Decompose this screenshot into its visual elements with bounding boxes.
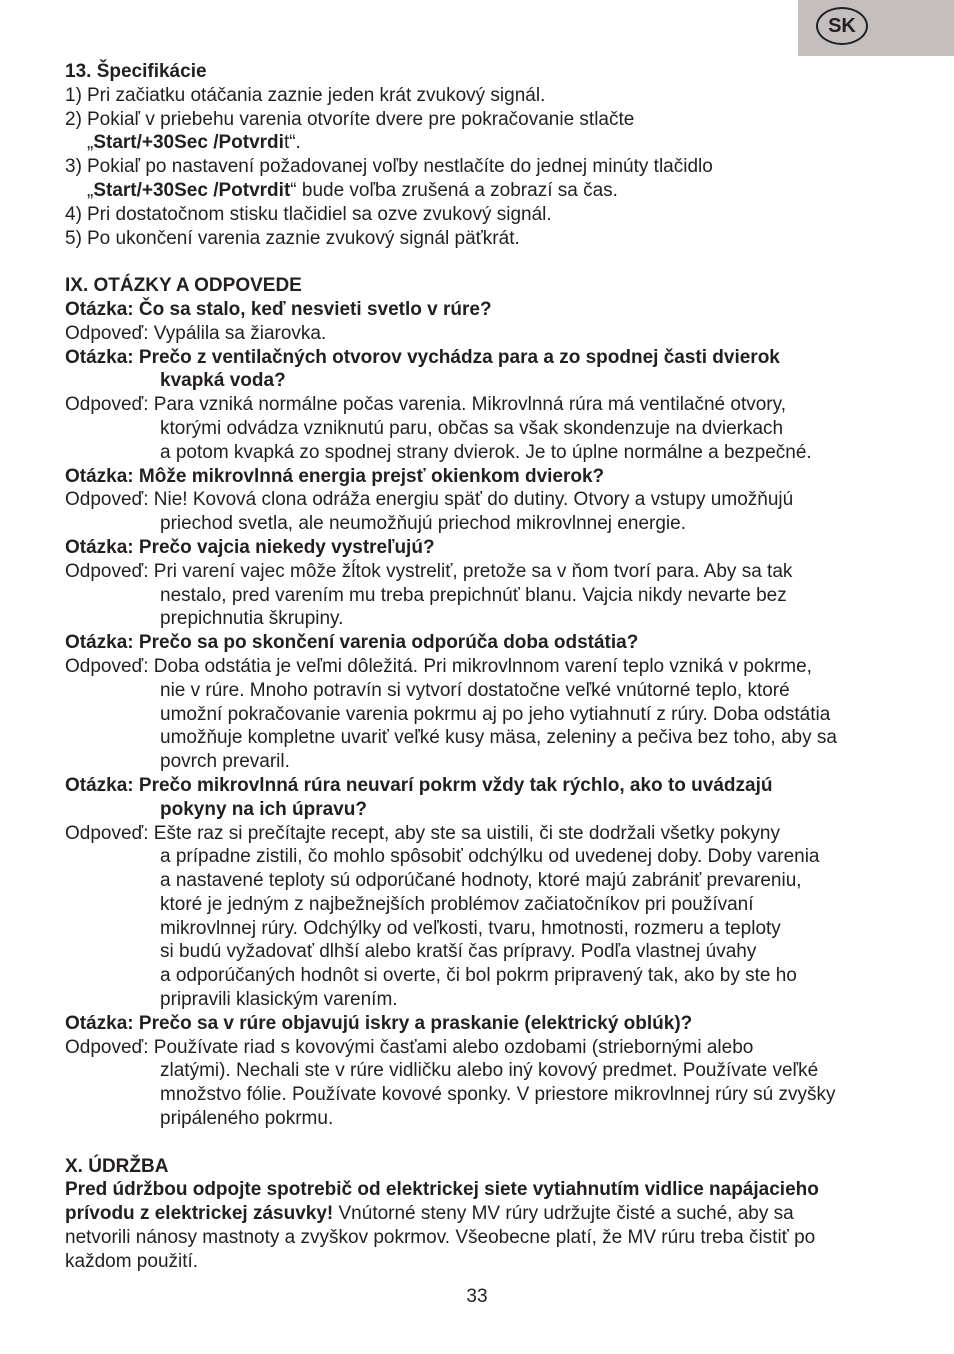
faq-answer: ktoré je jedným z najbežnejších problémov začiatočníkov pri používaní xyxy=(160,893,754,915)
spec-item-continuation: Start/+30Sec /Potvrdi xyxy=(93,132,284,154)
faq-answer: priechod svetla, ale neumožňujú priechod mikrovlnnej energie. xyxy=(160,513,686,535)
maintenance-line-3: netvorili nánosy mastnoty a zvyškov pokrmov. Všeobecne platí, že MV rúru treba čistiť po xyxy=(65,1227,816,1249)
spec-list xyxy=(65,84,905,251)
spec-item-text: Pokiaľ v priebehu varenia otvoríte dvere pre pokračovanie stlačte xyxy=(87,108,635,130)
faq-answer: ktorými odvádza vzniknutú paru, občas sa však skondenzuje na dvierkach xyxy=(160,417,784,439)
spec-item-text: Po ukončení varenia zaznie zvukový signál päťkrát. xyxy=(87,227,520,249)
faq-answer: pripravili klasickým varením. xyxy=(160,989,398,1011)
faq-list xyxy=(65,298,905,1131)
spec-item-continuation: t“. xyxy=(283,132,301,154)
spec-item-number: 3) xyxy=(65,156,82,178)
faq-answer: prepichnutia škrupiny. xyxy=(160,608,344,630)
faq-answer: a prípadne zistili, čo mohlo spôsobiť odchýlku od uvedenej doby. Doby varenia xyxy=(160,846,820,868)
faq-answer: pripáleného pokrmu. xyxy=(160,1108,334,1130)
spec-item xyxy=(65,155,905,179)
maintenance-line-4: každom použití. xyxy=(65,1250,199,1272)
faq-answer: a potom kvapká zo spodnej strany dvierok. Je to úplne normálne a bezpečné. xyxy=(160,441,812,463)
faq-answer: Odpoveď: Nie! Kovová clona odráža energiu späť do dutiny. Otvory a vstupy umožňujú xyxy=(65,489,794,511)
maintenance-line-2 xyxy=(65,1202,905,1226)
spec-item-continuation: “ bude voľba zrušená a zobrazí sa čas. xyxy=(290,179,618,201)
spec-item-continuation: „ xyxy=(87,132,94,154)
faq-answer: Odpoveď: Vypálila sa žiarovka. xyxy=(65,322,327,344)
faq-question: Otázka: Prečo z ventilačných otvorov vychádza para a zo spodnej časti dvierok xyxy=(65,346,780,368)
spec-item-text: Pokiaľ po nastavení požadovanej voľby nestlačíte do jednej minúty tlačidlo xyxy=(87,156,713,178)
maintenance-text: Vnútorné steny MV rúry udržujte čisté a suché, aby sa xyxy=(333,1203,794,1225)
spec-item xyxy=(65,179,905,203)
faq-answer: umožní pokračovanie varenia pokrmu aj po jeho vytiahnutí z rúry. Doba odstátia xyxy=(160,703,831,725)
language-badge: SK xyxy=(816,7,868,45)
spec-item-text: Pri začiatku otáčania zaznie jeden krát zvukový signál. xyxy=(87,84,546,106)
faq-answer: Odpoveď: Para vzniká normálne počas varenia. Mikrovlnná rúra má ventilačné otvory, xyxy=(65,394,786,416)
faq-question: pokyny na ich úpravu? xyxy=(160,798,367,820)
faq-question: Otázka: Čo sa stalo, keď nesvieti svetlo v rúre? xyxy=(65,298,492,320)
spec-item xyxy=(65,131,905,155)
faq-answer: Odpoveď: Ešte raz si prečítajte recept, aby ste sa uistili, či ste dodržali všetky pokyny xyxy=(65,822,780,844)
faq-answer: Odpoveď: Používate riad s kovovými časťami alebo ozdobami (striebornými alebo xyxy=(65,1036,754,1058)
faq-question: Otázka: Prečo sa v rúre objavujú iskry a praskanie (elektrický oblúk)? xyxy=(65,1012,693,1034)
faq-answer: množstvo fólie. Používate kovové sponky. V priestore mikrovlnnej rúry sú zvyšky xyxy=(160,1084,836,1106)
faq-question: Otázka: Môže mikrovlnná energia prejsť okienkom dvierok? xyxy=(65,465,605,487)
faq-answer: mikrovlnnej rúry. Odchýlky od veľkosti, tvaru, hmotnosti, rozmeru a teploty xyxy=(160,917,781,939)
faq-question: kvapká voda? xyxy=(160,370,286,392)
language-tab xyxy=(798,0,954,56)
faq-answer: Odpoveď: Pri varení vajec môže žĺtok vystreliť, pretože sa v ňom tvorí para. Aby sa tak xyxy=(65,560,793,582)
spec-item-number: 5) xyxy=(65,227,82,249)
maintenance-warning-end: prívodu z elektrickej zásuvky! xyxy=(65,1203,334,1225)
spec-item-continuation: Start/+30Sec /Potvrdit xyxy=(93,179,291,201)
spec-item xyxy=(65,203,905,227)
faq-question: Otázka: Prečo mikrovlnná rúra neuvarí pokrm vždy tak rýchlo, ako to uvádzajú xyxy=(65,774,773,796)
faq-answer: povrch prevaril. xyxy=(160,751,290,773)
faq-answer: a nastavené teploty sú odporúčané hodnoty, ktoré majú zabrániť prevareniu, xyxy=(160,870,802,892)
faq-heading: IX. OTÁZKY A ODPOVEDE xyxy=(65,275,302,297)
spec-item-number: 4) xyxy=(65,203,82,225)
faq-answer: Odpoveď: Doba odstátia je veľmi dôležitá. Pri mikrovlnnom varení teplo vzniká v pokrme, xyxy=(65,655,812,677)
page-content xyxy=(65,60,905,1274)
faq-answer: nestalo, pred varením mu treba prepichnúť blanu. Vajcia nikdy nevarte bez xyxy=(160,584,787,606)
page-number: 33 xyxy=(466,1286,488,1307)
spec-item xyxy=(65,227,905,251)
faq-answer: si budú vyžadovať dlhší alebo kratší čas prípravy. Podľa vlastnej úvahy xyxy=(160,941,757,963)
faq-question: Otázka: Prečo sa po skončení varenia odporúča doba odstátia? xyxy=(65,632,639,654)
spec-heading: 13. Špecifikácie xyxy=(65,61,207,82)
spec-item-text: Pri dostatočnom stisku tlačidiel sa ozve zvukový signál. xyxy=(87,203,552,225)
spec-item xyxy=(65,108,905,132)
faq-answer: nie v rúre. Mnoho potravín si vytvorí dostatočne veľké vnútorné teplo, ktoré xyxy=(160,679,790,701)
faq-answer: umožňuje kompletne uvariť veľké kusy mäsa, zeleniny a pečiva bez toho, aby sa xyxy=(160,727,837,749)
spec-item-continuation: „ xyxy=(87,179,94,201)
faq-answer: zlatými). Nechali ste v rúre vidličku alebo iný kovový predmet. Používate veľké xyxy=(160,1060,819,1082)
spec-item xyxy=(65,84,905,108)
maintenance-heading: X. ÚDRŽBA xyxy=(65,1155,169,1177)
faq-question: Otázka: Prečo vajcia niekedy vystreľujú? xyxy=(65,536,435,558)
spec-item-number: 1) xyxy=(65,84,82,106)
spec-item-number: 2) xyxy=(65,108,82,130)
maintenance-warning: Pred údržbou odpojte spotrebič od elektrickej siete vytiahnutím vidlice napájacieho xyxy=(65,1179,819,1201)
faq-answer: a odporúčaných hodnôt si overte, či bol pokrm pripravený tak, ako by ste ho xyxy=(160,965,797,987)
